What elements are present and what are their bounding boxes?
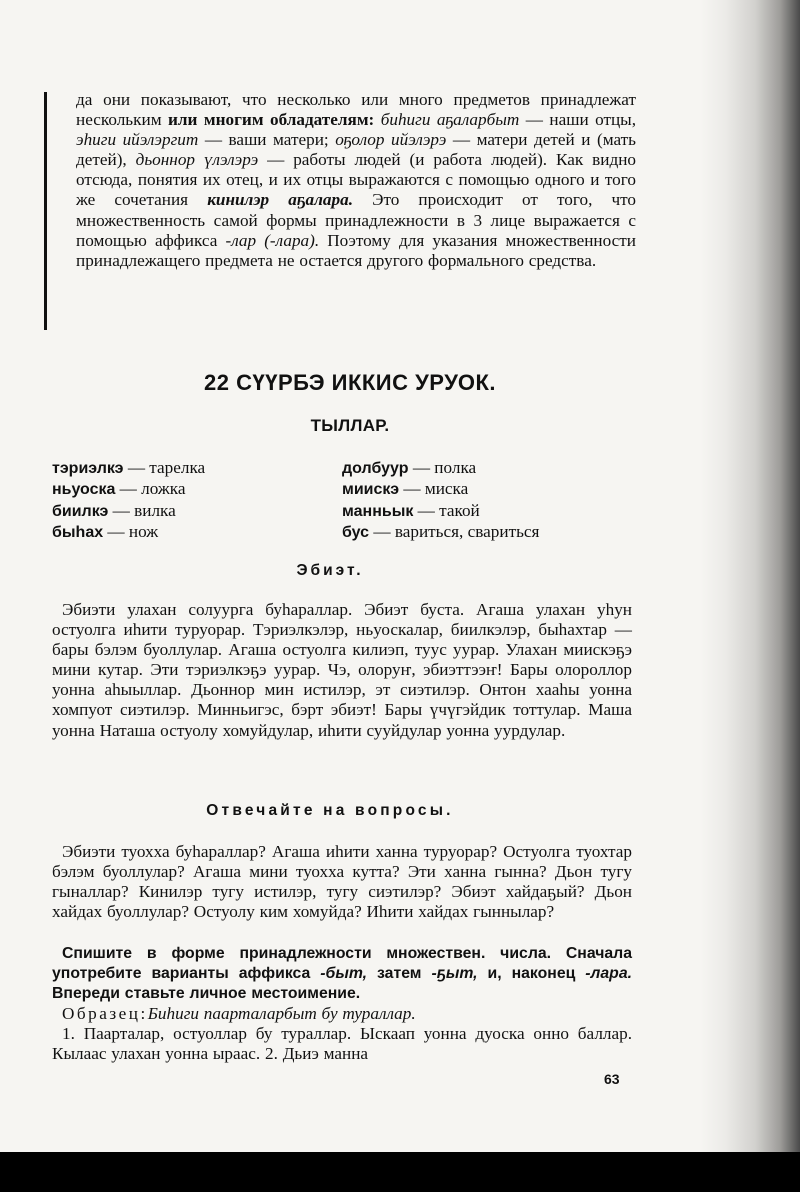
vocab-translation: — вариться, свариться bbox=[373, 521, 540, 541]
vocab-translation: — миска bbox=[403, 479, 469, 499]
page-edge-shadow bbox=[700, 0, 800, 1152]
questions-paragraph: Эбиэти туохха буһараллар? Агаша иһити ханна туруорар? Остуолга туохтар бэлэм буоллулар? Агаша мини туохха кутта? Эти ханна гынна? Дьон тугу гыналлар? Кинилэр тугу истилэр, тугу сиэтилэр? Эбиэт хайдаҕый? Дьон хайдах буоллулар? Остуолу ким хомуйда? Иһити хайдах гыннылар? bbox=[52, 842, 632, 922]
task-text-4: Впереди ставьте личное местоимение. bbox=[52, 985, 361, 1003]
vocab-word: быһах bbox=[52, 523, 104, 541]
vocab-item bbox=[342, 522, 622, 543]
intro-text-5: — работы людей (и работа людей). Как видно отсюда, понятия их отец, и их отцы выражаются с помощью одного и того же сочетания bbox=[76, 150, 637, 210]
intro-text-4: — матери детей и (мать детей), bbox=[76, 130, 636, 170]
exercise-paragraph: 1. Паарталар, остуоллар бу тураллар. Ыскаап уонна дуоска онно баллар. Кылаас улахан уонна ыраас. 2. Дьиэ манна bbox=[52, 1024, 632, 1064]
sample-line bbox=[52, 1004, 632, 1024]
task-italic-1: -быт, bbox=[320, 965, 368, 983]
vocab-item bbox=[342, 458, 622, 479]
sample-example: Биһиги паарталарбыт бу тураллар. bbox=[147, 1004, 416, 1023]
vocab-word: ньуоска bbox=[52, 481, 116, 499]
vocab-word: миискэ bbox=[342, 481, 400, 499]
intro-text-3: — ваши матери; bbox=[198, 130, 336, 150]
vocab-translation: — вилка bbox=[112, 500, 176, 520]
intro-italic-2: эһиги ийэлэргит bbox=[76, 130, 199, 150]
vocab-translation: — полка bbox=[412, 458, 477, 477]
task-text-1: Спишите в форме принадлежности множествен. числа. Сначала употребите варианты аффикса bbox=[52, 945, 632, 983]
words-title: ТЫЛЛАР. bbox=[310, 416, 390, 435]
vocab-word: бус bbox=[342, 523, 370, 541]
intro-text-7: Поэтому для указания множественности принадлежащего предмета не остается другого формального средства. bbox=[76, 230, 636, 270]
intro-italic-6: -лар (-лара). bbox=[225, 230, 320, 250]
task-italic-3: -лара. bbox=[585, 965, 632, 983]
intro-text-1: да они показывают, что несколько или много предметов принадлежат нескольким bbox=[76, 90, 636, 130]
intro-italic-1: биһиги аҕаларбыт bbox=[380, 110, 520, 130]
vocab-item bbox=[342, 479, 622, 500]
intro-italic-3: оҕолор ийэлэрэ bbox=[335, 130, 447, 150]
vocab-translation: — ложка bbox=[119, 479, 186, 499]
vocab-item bbox=[52, 522, 312, 543]
vocab-item bbox=[52, 458, 312, 479]
task-text-2: затем bbox=[367, 965, 432, 983]
page-number: 63 bbox=[604, 1071, 620, 1087]
vocab-word: биилкэ bbox=[52, 502, 109, 520]
vocab-list-right bbox=[342, 458, 622, 543]
intro-paragraph bbox=[76, 90, 636, 271]
task-italic-2: -ҕыт, bbox=[431, 965, 478, 983]
questions-title: Отвечайте на вопросы. bbox=[206, 802, 454, 819]
sample-label: Образец: bbox=[62, 1004, 148, 1023]
intro-italic-4: дьоннор үлэлэрэ bbox=[135, 150, 259, 170]
vocab-item bbox=[52, 479, 312, 500]
vocab-item bbox=[342, 501, 622, 522]
margin-bar bbox=[44, 92, 47, 330]
vocab-word: тэриэлкэ bbox=[52, 460, 124, 477]
vocab-word: долбуур bbox=[342, 460, 409, 477]
intro-bold-1: или многим обладателям: bbox=[168, 110, 375, 130]
story-paragraph: Эбиэти улахан солуурга буһараллар. Эбиэт буста. Агаша улахан уһун остуолга иһити туруорар. Тэриэлкэлэр, ньуоскалар, биилкэлэр, быһахтар — бары бэлэм буоллулар. Агаша остуолга килиэп, туус уурар. Улахан миискэҕэ мини кутар. Эти тэриэлкэҕэ уурар. Чэ, олоруҥ, эбиэттээҥ! Бары олороллор уонна аһыыллар. Дьоннор мин истилэр, эт сиэтилэр. Онтон хааһы уонна хомпуот сиэтилэр. Минньигэс, бэрт эбиэт! Бары үчүгэйдик тоттулар. Маша уонна Наташа остуолу хомуйдулар, иһити сууйдулар уонна уурдулар. bbox=[52, 600, 632, 740]
vocab-translation: — нож bbox=[107, 521, 159, 541]
intro-text-2: — наши отцы, bbox=[519, 110, 637, 130]
lesson-title: 22 СҮҮРБЭ ИККИС УРУОК. bbox=[204, 370, 496, 395]
vocab-translation: — такой bbox=[417, 500, 480, 520]
intro-text-6: Это происходит от того, что множественность самой формы принадлежности в 3 лице выражается с помощью аффикса bbox=[76, 190, 636, 250]
vocab-list-left bbox=[52, 458, 312, 543]
intro-italic-5: кинилэр аҕалара. bbox=[207, 190, 353, 210]
vocab-translation: — тарелка bbox=[127, 458, 206, 477]
task-paragraph bbox=[52, 944, 632, 1005]
vocab-word: манньык bbox=[342, 502, 414, 520]
text-title: Эбиэт. bbox=[296, 562, 364, 579]
vocab-item bbox=[52, 501, 312, 522]
task-text-3: и, наконец bbox=[477, 965, 586, 983]
